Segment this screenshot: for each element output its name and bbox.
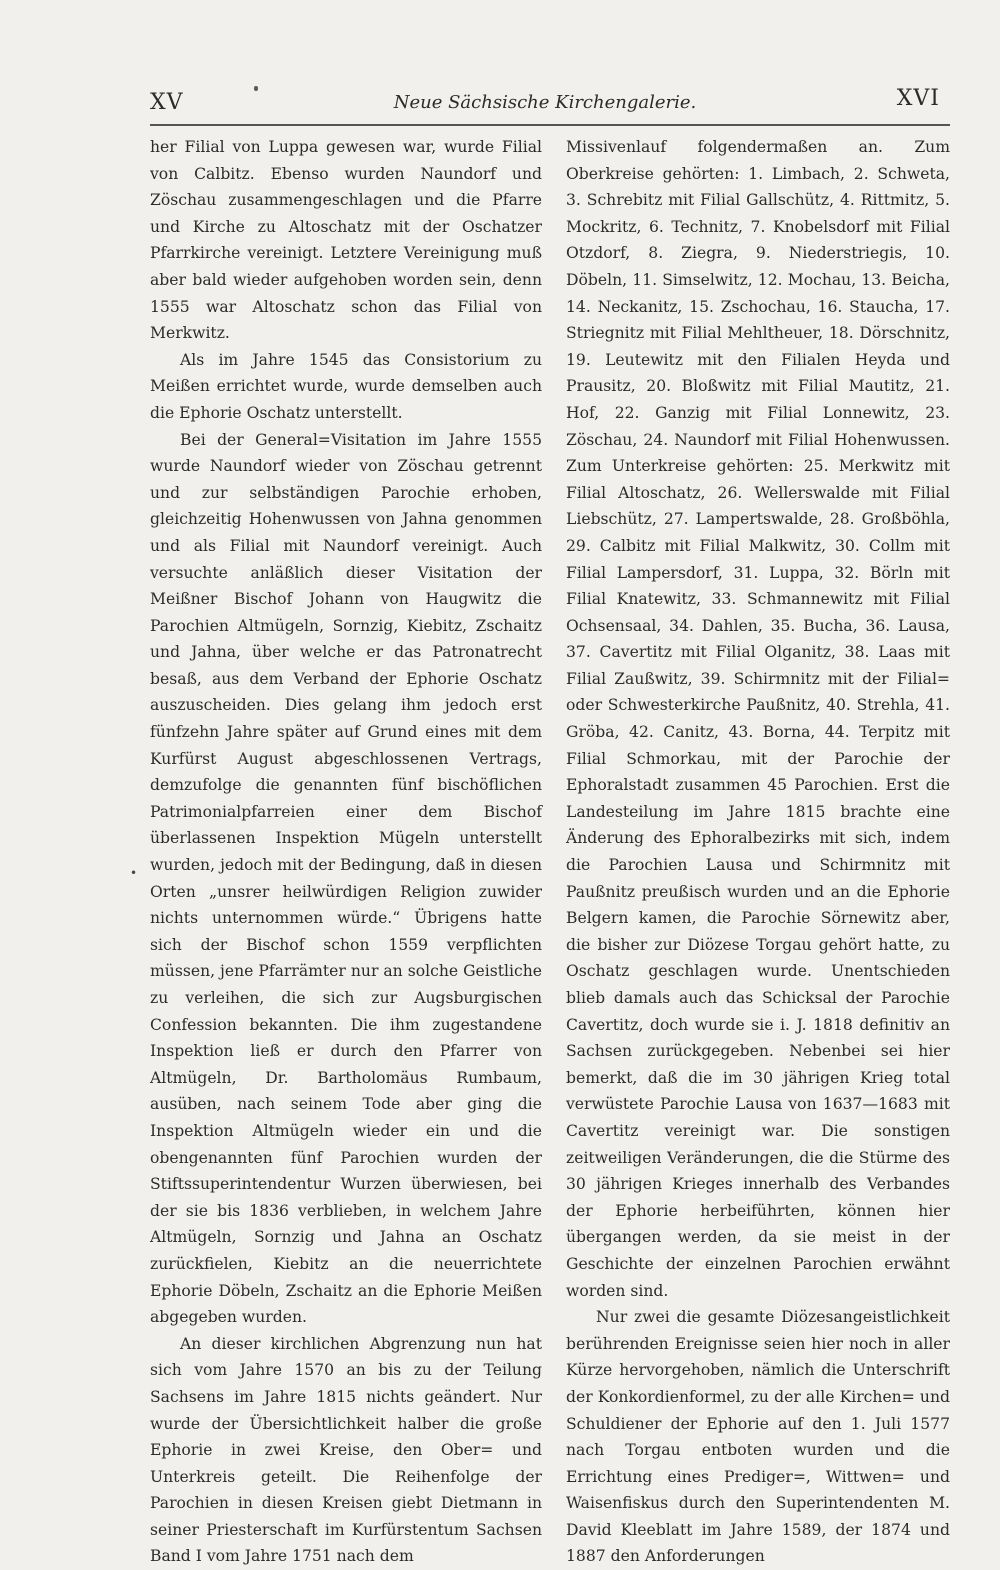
paragraph: An dieser kirchlichen Abgrenzung nun hat sich vom Jahre 1570 an bis zu der Teilung Sachsens im Jahre 1815 nichts geändert. Nur wurde der Übersichtlichkeit halber die große Ephorie in zwei Kreise, den Ober= und Unterkreis geteilt. Die Reihenfolge der Parochien in diesen Kreisen giebt Dietmann in seiner Priesterschaft im Kurfürstentum Sachsen Band I vom Jahre 1751 nach dem (150, 1334, 542, 1566)
ink-speck (254, 86, 258, 91)
left-text-column (150, 134, 542, 1570)
paragraph: Als im Jahre 1545 das Consistorium zu Meißen errichtet wurde, wurde demselben auch die Ephorie Oschatz unterstellt. (150, 350, 542, 422)
page-header (150, 80, 940, 120)
page-number-right: XVI (896, 86, 940, 111)
page-number-left: XV (150, 90, 184, 115)
paragraph: Missivenlauf folgendermaßen an. Zum Oberkreise gehörten: 1. Limbach, 2. Schweta, 3. Schrebitz mit Filial Gallschütz, 4. Rittmitz, 5. Mockritz, 6. Technitz, 7. Knobelsdorf mit Filial Otzdorf, 8. Ziegra, 9. Niederstriegis, 10. Döbeln, 11. Simselwitz, 12. Mochau, 13. Beicha, 14. Neckanitz, 15. Zschochau, 16. Staucha, 17. Striegnitz mit Filial Mehltheuer, 18. Dörschnitz, 19. Leutewitz mit den Filialen Heyda und Prausitz, 20. Bloßwitz mit Filial Mautitz, 21. Hof, 22. Ganzig mit Filial Lonnewitz, 23. Zöschau, 24. Naundorf mit Filial Hohenwussen. Zum Unterkreise gehörten: 25. Merkwitz mit Filial Altoschatz, 26. Wellerswalde mit Filial Liebschütz, 27. Lampertswalde, 28. Großböhla, 29. Calbitz mit Filial Malkwitz, 30. Collm mit Filial Lampersdorf, 31. Luppa, 32. Börln mit Filial Knatewitz, 33. Schmannewitz mit Filial Ochsensaal, 34. Dahlen, 35. Bucha, 36. Lausa, 37. Cavertitz mit Filial Olganitz, 38. Laas mit Filial Zaußwitz, 39. Schirmnitz mit der Filial= oder Schwesterkirche Paußnitz, 40. Strehla, 41. Gröba, 42. Canitz, 43. Borna, 44. Terpitz mit Filial Schmorkau, mit der Parochie der Ephoralstadt zusammen 45 Parochien. Erst die Landesteilung im Jahre 1815 brachte eine Änderung des Ephoralbezirks mit sich, indem die Parochien Lausa und Schirmnitz mit Paußnitz preußisch wurden und an die Ephorie Belgern kamen, die Parochie Sörnewitz aber, die bisher zur Diözese Torgau gehört hatte, zu Oschatz geschlagen wurde. Unentschieden blieb damals auch das Schicksal der Parochie Cavertitz, doch wurde sie i. J. 1818 definitiv an Sachsen zurückgegeben. Nebenbei sei hier bemerkt, daß die im 30 jährigen Krieg total verwüstete Parochie Lausa von 1637—1683 mit Cavertitz vereinigt war. Die sonstigen zeitweiligen Veränderungen, die die Stürme des 30 jährigen Krieges innerhalb des Verbandes der Ephorie herbeiführten, können hier übergangen werden, da sie meist in der Geschichte der einzelnen Parochien erwähnt worden sind. (566, 138, 950, 1300)
paragraph: her Filial von Luppa gewesen war, wurde Filial von Calbitz. Ebenso wurden Naundorf und Zöschau zusammengeschlagen und die Pfarre und Kirche zu Altoschatz mit der Oschatzer Pfarrkirche vereinigt. Letztere Vereinigung muß aber bald wieder aufgehoben worden sein, denn 1555 war Altoschatz schon das Filial von Merkwitz. (150, 138, 542, 343)
header-rule (150, 124, 950, 126)
margin-mark: • (130, 866, 138, 880)
right-text-column (566, 134, 950, 1570)
paragraph: Bei der General=Visitation im Jahre 1555 wurde Naundorf wieder von Zöschau getrennt und zur selbständigen Parochie erhoben, gleichzeitig Hohenwussen von Jahna genommen und als Filial mit Naundorf vereinigt. Auch versuchte anläßlich dieser Visitation der Meißner Bischof Johann von Haugwitz die Parochien Altmügeln, Sornzig, Kiebitz, Zschaitz und Jahna, über welche er das Patronatrecht besaß, aus dem Verband der Ephorie Oschatz auszuscheiden. Dies gelang ihm jedoch erst fünfzehn Jahre später auf Grund eines mit dem Kurfürst August abgeschlossenen Vertrags, demzufolge die genannten fünf bischöflichen Patrimonialpfarreien einer dem Bischof überlassenen Inspektion Mügeln unterstellt wurden, jedoch mit der Bedingung, daß in diesen Orten „unsrer heilwürdigen Religion zuwider nichts unternommen würde.“ Übrigens hatte sich der Bischof schon 1559 verpflichten müssen, jene Pfarrämter nur an solche Geistliche zu verleihen, die sich zur Augsburgischen Confession bekannten. Die ihm zugestandene Inspektion ließ er durch den Pfarrer von Altmügeln, Dr. Bartholomäus Rumbaum, ausüben, nach seinem Tode aber ging die Inspektion Altmügeln wieder ein und die obengenannten fünf Parochien wurden der Stiftssuperintendentur Wurzen überwiesen, bei der sie bis 1836 verblieben, in welchem Jahre Altmügeln, Sornzig und Jahna an Oschatz zurückfielen, Kiebitz an die neuerrichtete Ephorie Döbeln, Zschaitz an die Ephorie Meißen abgegeben wurden. (150, 430, 542, 1327)
paragraph: Nur zwei die gesamte Diözesangeistlichkeit berührenden Ereignisse seien hier noch in aller Kürze hervorgehoben, nämlich die Unterschrift der Konkordienformel, zu der alle Kirchen= und Schuldiener der Ephorie auf den 1. Juli 1577 nach Torgau entboten wurden und die Errichtung eines Prediger=, Wittwen= und Waisenfiskus durch den Superintendenten M. David Kleeblatt im Jahre 1589, der 1874 und 1887 den Anforderungen (566, 1308, 950, 1566)
running-title: Neue Sächsische Kirchengalerie. (393, 92, 697, 113)
